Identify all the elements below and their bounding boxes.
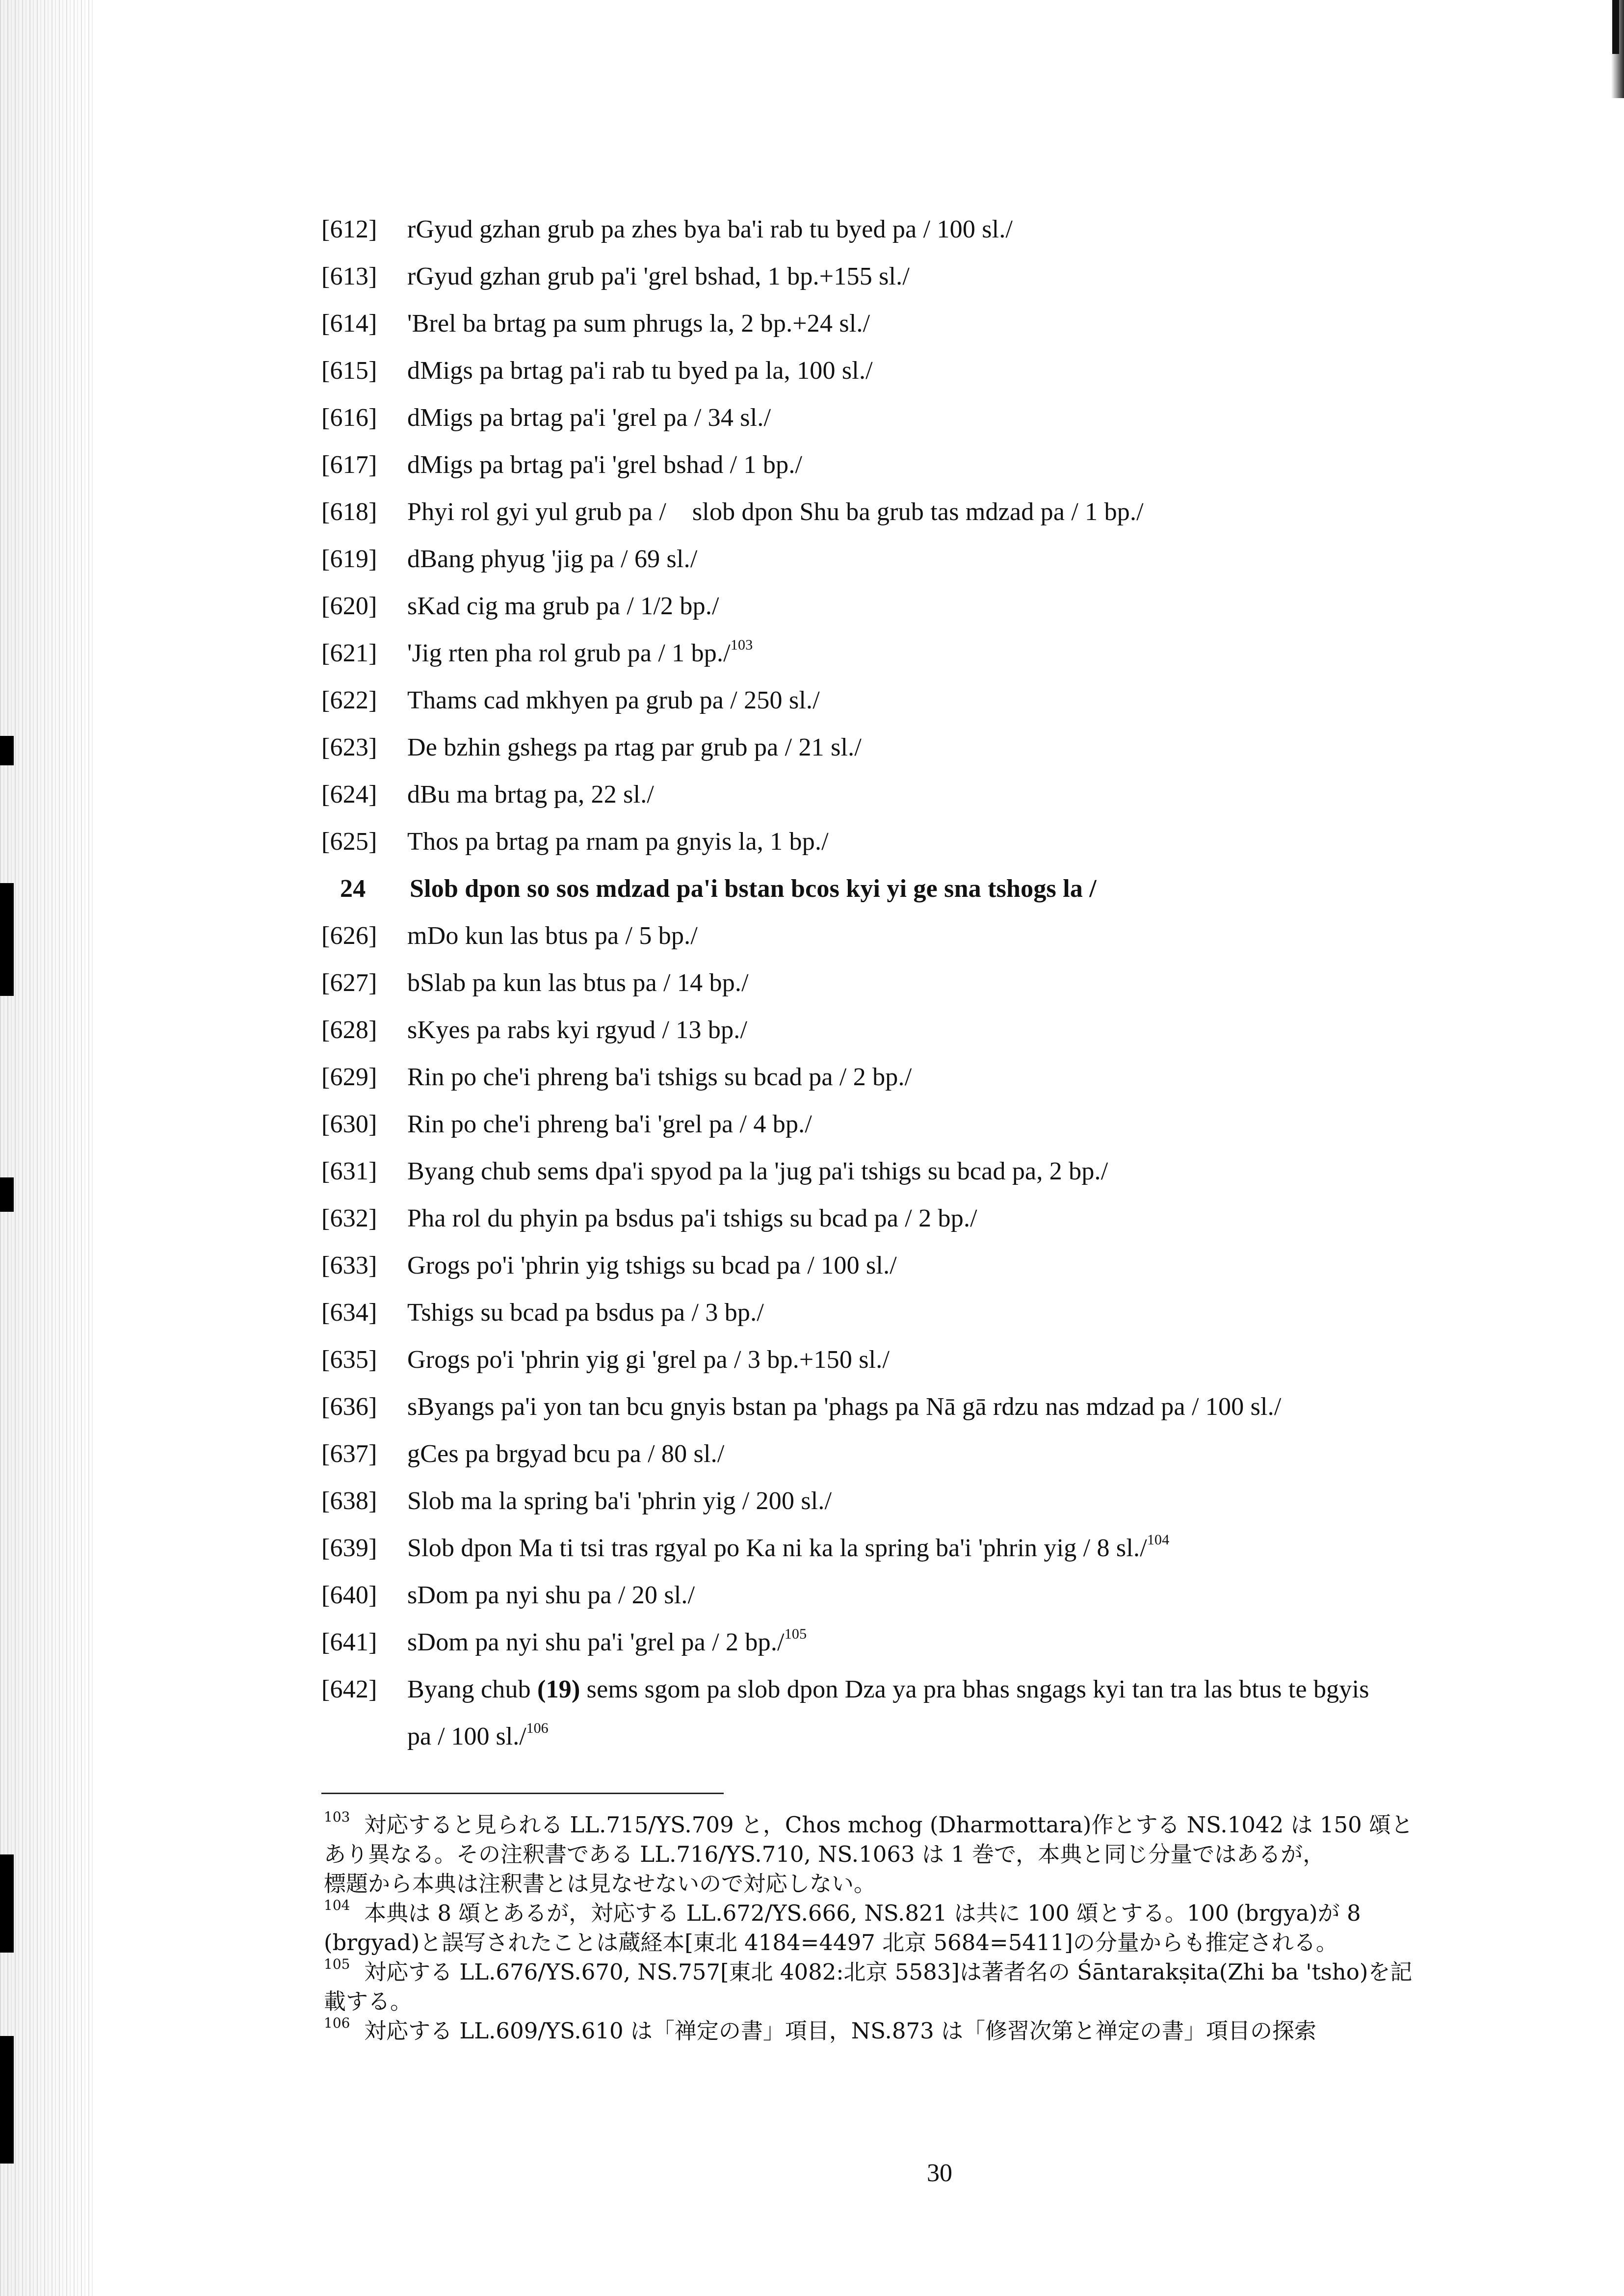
catalog-entry: [642] Byang chub (19) sems sgom pa slob dpon Dza ya pra bhas sngags kyi tan tra las btus te bgyis bbox=[321, 1675, 1369, 1703]
catalog-entry: [629] Rin po che'i phreng ba'i tshigs su bcad pa / 2 bp./ bbox=[321, 1063, 912, 1091]
footnote-number: 103 bbox=[324, 1809, 350, 1825]
catalog-entry: [624] dBu ma brtag pa, 22 sl./ bbox=[321, 781, 655, 809]
catalog-entry: [612] rGyud gzhan grub pa zhes bya ba'i rab tu byed pa / 100 sl./ bbox=[321, 215, 1013, 243]
footnote-separator bbox=[321, 1793, 724, 1794]
footnote: $^{104}$ 本典は 8 頌とあるが，対応する LL.672/YS.666, NS.821 は共に 100 頌とする。100 (brgya)が 8 (brgyad)と誤写されたことは蔵経本[東北 4184=4497 北京 5684=5411]の分量からも推定される。 bbox=[324, 1897, 1361, 1956]
catalog-entry: [616] dMigs pa brtag pa'i 'grel pa / 34 sl./ bbox=[321, 404, 771, 432]
scan-edge-shadow bbox=[0, 0, 93, 2296]
catalog-entry: [614] 'Brel ba brtag pa sum phrugs la, 2 bp.+24 sl./ bbox=[321, 310, 870, 338]
catalog-entry: [636] sByangs pa'i yon tan bcu gnyis bstan pa 'phags pa Nā gā rdzu nas mdzad pa / 100 sl./ bbox=[321, 1393, 1282, 1421]
section-heading: 24 Slob dpon so sos mdzad pa'i bstan bcos kyi yi ge sna tshogs la / bbox=[340, 875, 1097, 903]
footnote: $^{105}$ 対応する LL.676/YS.670, NS.757[東北 4082:北京 5583]は著者名の Śāntarakṣita(Zhi ba 'tsho)を記 載する。 bbox=[324, 1956, 1413, 2014]
catalog-entry: [626] mDo kun las btus pa / 5 bp./ bbox=[321, 922, 698, 950]
scan-mark bbox=[0, 1854, 14, 1953]
catalog-entry: [627] bSlab pa kun las btus pa / 14 bp./ bbox=[321, 969, 749, 997]
catalog-entry: [621] 'Jig rten pha rol grub pa / 1 bp./$^{103}$ bbox=[321, 637, 753, 667]
catalog-entry: [631] Byang chub sems dpa'i spyod pa la 'jug pa'i tshigs su bcad pa, 2 bp./ bbox=[321, 1157, 1108, 1185]
catalog-entry: [638] Slob ma la spring ba'i 'phrin yig / 200 sl./ bbox=[321, 1487, 832, 1515]
page-number: 30 bbox=[927, 2159, 952, 2187]
footnote-number: 105 bbox=[324, 1956, 350, 1972]
footnote-number: 106 bbox=[324, 2015, 350, 2031]
footnote: $^{103}$ 対応すると見られる LL.715/YS.709 と，Chos mchog (Dharmottara)作とする NS.1042 は 150 頌と あり異なる。その注釈書である LL.716/YS.710, NS.1063 は 1 巻で，本典と同じ分量ではあるが， 標題から本典は注釈書とは見なせないので対応しない。 bbox=[324, 1809, 1414, 1897]
footnote-number: 104 bbox=[324, 1897, 350, 1913]
catalog-entry: [625] Thos pa brtag pa rnam pa gnyis la, 1 bp./ bbox=[321, 828, 829, 856]
footnote-ref: 103 bbox=[730, 637, 753, 653]
catalog-entry: [623] De bzhin gshegs pa rtag par grub pa / 21 sl./ bbox=[321, 733, 862, 761]
scan-mark bbox=[0, 736, 14, 765]
catalog-entry: [630] Rin po che'i phreng ba'i 'grel pa / 4 bp./ bbox=[321, 1110, 812, 1138]
catalog-entry: [639] Slob dpon Ma ti tsi tras rgyal po Ka ni ka la spring ba'i 'phrin yig / 8 sl./$^{104}$ bbox=[321, 1532, 1170, 1562]
scan-mark bbox=[0, 1177, 14, 1212]
catalog-entry: [640] sDom pa nyi shu pa / 20 sl./ bbox=[321, 1581, 695, 1609]
footnote-ref: 105 bbox=[784, 1626, 807, 1642]
footnote-ref: 106 bbox=[526, 1720, 549, 1736]
catalog-entry: [633] Grogs po'i 'phrin yig tshigs su bcad pa / 100 sl./ bbox=[321, 1252, 897, 1279]
footnote-ref: 104 bbox=[1147, 1532, 1170, 1548]
catalog-entry: [634] Tshigs su bcad pa bsdus pa / 3 bp./ bbox=[321, 1299, 764, 1327]
catalog-entry: [613] rGyud gzhan grub pa'i 'grel bshad, 1 bp.+155 sl./ bbox=[321, 262, 910, 290]
catalog-entry: [620] sKad cig ma grub pa / 1/2 bp./ bbox=[321, 592, 719, 620]
catalog-entry: [632] Pha rol du phyin pa bsdus pa'i tshigs su bcad pa / 2 bp./ bbox=[321, 1204, 977, 1232]
catalog-entry: [628] sKyes pa rabs kyi rgyud / 13 bp./ bbox=[321, 1016, 748, 1044]
scan-mark-right bbox=[1612, 0, 1619, 54]
catalog-entry: [618] Phyi rol gyi yul grub pa / slob dpon Shu ba grub tas mdzad pa / 1 bp./ bbox=[321, 498, 1144, 526]
catalog-entry: [635] Grogs po'i 'phrin yig gi 'grel pa / 3 bp.+150 sl./ bbox=[321, 1346, 890, 1374]
catalog-entry: [641] sDom pa nyi shu pa'i 'grel pa / 2 bp./$^{105}$ bbox=[321, 1626, 807, 1656]
catalog-entry: [637] gCes pa brgyad bcu pa / 80 sl./ bbox=[321, 1440, 725, 1468]
catalog-entry-continuation: pa / 100 sl./$^{106}$ bbox=[407, 1720, 549, 1750]
catalog-entry: [622] Thams cad mkhyen pa grub pa / 250 sl./ bbox=[321, 686, 820, 714]
catalog-entry: [619] dBang phyug 'jig pa / 69 sl./ bbox=[321, 545, 698, 573]
footnote: $^{106}$ 対応する LL.609/YS.610 は「禅定の書」項目，NS.873 は「修習次第と禅定の書」項目の探索 bbox=[324, 2015, 1317, 2044]
catalog-entry: [617] dMigs pa brtag pa'i 'grel bshad / 1 bp./ bbox=[321, 451, 803, 479]
catalog-entry: [615] dMigs pa brtag pa'i rab tu byed pa la, 100 sl./ bbox=[321, 357, 873, 385]
scan-mark bbox=[0, 883, 14, 996]
scan-mark bbox=[0, 2036, 14, 2164]
